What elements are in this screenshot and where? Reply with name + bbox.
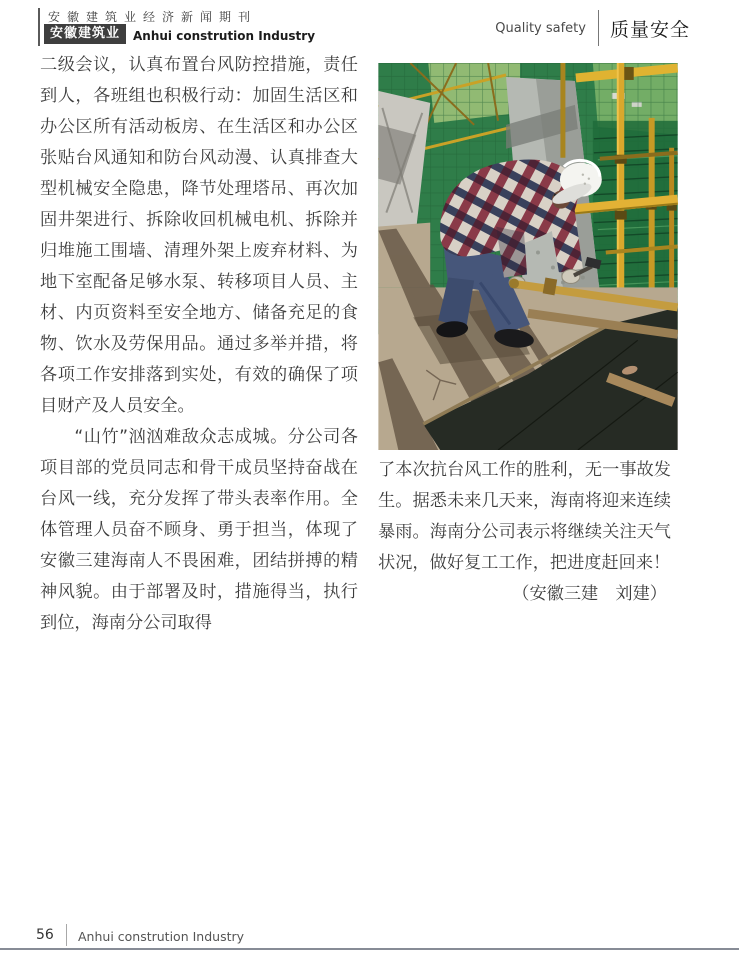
body-paragraph: “山竹”汹汹难敌众志成城。分公司各项目部的党员同志和骨干成员坚持奋战在台风一线，充分发挥了带头表率作用。全体管理人员奋不顾身、勇于担当，体现了安徽三建海南人不畏困难，团结拼搏的精神风貌。由于部署及时，措施得当，执行到位，海南分公司取得: [40, 427, 358, 633]
left-column: [40, 50, 358, 639]
footer-rule: [66, 924, 67, 946]
body-paragraph: 了本次抗台风工作的胜利，无一事故发生。据悉未来几天来，海南将迎来连续暴雨。海南分公司表示将继续关注天气状况，做好复工工作，把进度赶回来！: [378, 460, 671, 573]
footer-journal-name: Anhui constrution Industry: [78, 929, 245, 944]
journal-logo: [44, 24, 323, 44]
page-number: 56: [36, 927, 54, 943]
section-title-cn: 质量安全: [609, 18, 690, 41]
journal-title: 安徽建筑业经济新闻期刊: [48, 10, 258, 24]
article-photo: [378, 63, 678, 450]
section-header: [495, 10, 690, 46]
header-right-rule: [598, 10, 599, 46]
bottom-border-line: [0, 948, 739, 950]
right-column: [378, 455, 671, 610]
section-title-en: Quality safety: [495, 20, 586, 36]
logo-subtitle: Anhui constrution Industry: [133, 28, 316, 43]
attribution: （安徽三建 刘建）: [512, 584, 667, 604]
body-paragraph: 二级会议，认真布置台风防控措施，责任到人，各班组也积极行动：加固生活区和办公区所有活动板房、在生活区和办公区张贴台风通知和防台风动漫、认真排查大型机械安全隐患，降节处理塔吊、再次加固井架进行、拆除收回机械电机、拆除并归堆施工围墙、清理外架上废弃材料、为地下室配备足够水泵、转移项目人员、主材、内页资料至安全地方、储备充足的食物、饮水及劳保用品。通过多举并措，将各项工作安排落到实处，有效的确保了项目财产及人员安全。: [40, 55, 358, 416]
logo-box: 安徽建筑业: [44, 24, 126, 44]
header-left-rule: [38, 8, 40, 46]
